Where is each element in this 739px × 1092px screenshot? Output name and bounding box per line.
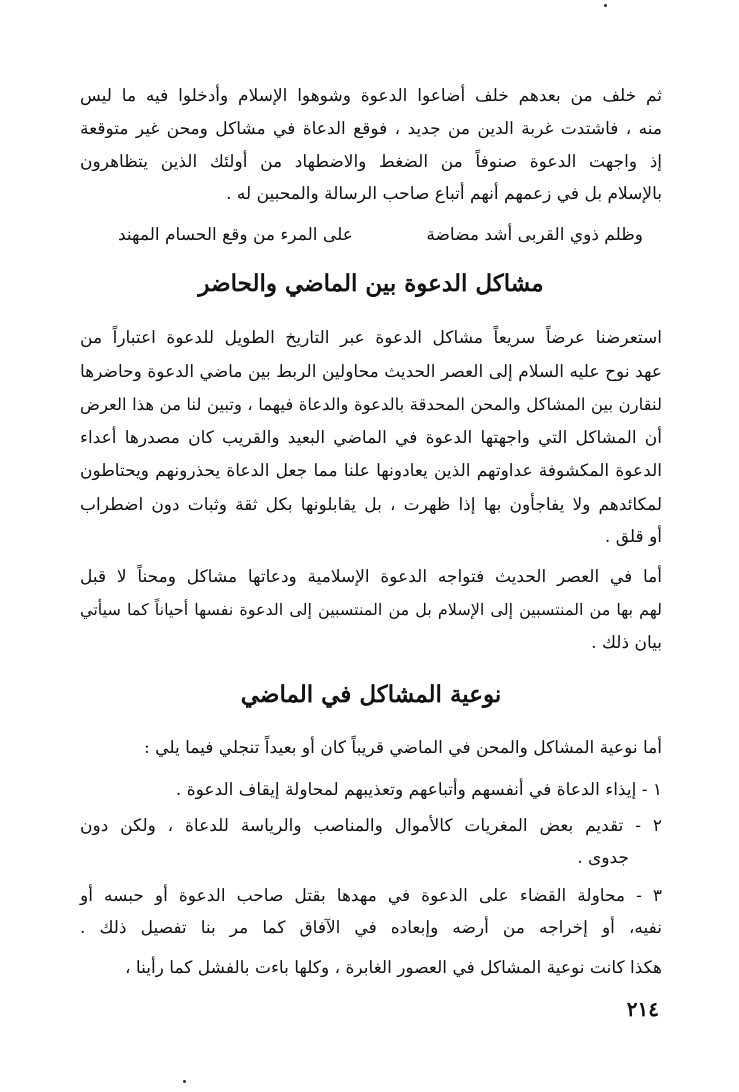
list-item-3-line-1: ٣ - محاولة القضاء على الدعوة في مهدها بقتل صاحب الدعوة أو حبسه أو — [80, 886, 662, 906]
intro-line-1: ثم خلف من بعدهم خلف أضاعوا الدعوة وشوهوا الإسلام وأدخلوا فيه ما ليس — [80, 86, 662, 106]
s1p2-line-2: لهم بها من المنتسبين إلى الإسلام بل من المنتسبين إلى الدعوة نفسها أحياناً كما سيأتي — [80, 600, 663, 619]
verse-first-hemistich: وظلم ذوي القربى أشد مضاضة — [426, 225, 643, 245]
scan-speck-top — [604, 4, 607, 7]
list-item-2-line-1: ٢ - تقديم بعض المغريات كالأموال والمناصب والرياسة للدعاة ، ولكن دون — [80, 816, 662, 836]
section-heading-types: نوعية المشاكل في الماضي — [240, 681, 502, 708]
list-item-3-line-2: نفيه، أو إخراجه من أرضه وإبعاده في الآفاق كما مر بنا تفصيل ذلك . — [80, 918, 662, 938]
list-item-1: ١ - إيذاء الدعاة في أنفسهم وأتباعهم وتعذيبهم لمحاولة إيقاف الدعوة . — [175, 780, 662, 800]
s1p2-line-1: أما في العصر الحديث فتواجه الدعوة الإسلامية ودعاتها مشاكل ومحناً لا قبل — [80, 567, 662, 587]
intro-line-4: بالإسلام بل في زعمهم أنهم أتباع صاحب الرسالة والمحبين له . — [226, 184, 662, 204]
s1p1-line-2: عهد نوح عليه السلام إلى العصر الحديث محاولين الربط بين ماضي الدعوة وحاضرها — [80, 362, 662, 382]
list-item-2-line-2: جدوى . — [577, 848, 629, 868]
s1p1-line-4: أن المشاكل التي واجهتها الدعوة في الماضي البعيد والقريب كان مصدرها أعداء — [80, 428, 662, 448]
s2-intro-line: أما نوعية المشاكل والمحن في الماضي قريباً كان أو بعيداً تنجلي فيما يلي : — [144, 738, 662, 758]
intro-line-3: إذ واجهت الدعوة صنوفاً من الضغط والاضطهاد من أولئك الذين يتظاهرون — [80, 152, 662, 172]
verse-second-hemistich: على المرء من وقع الحسام المهند — [118, 225, 353, 245]
s1p1-line-7: أو قلق . — [604, 527, 662, 547]
section-heading-problems: مشاكل الدعوة بين الماضي والحاضر — [198, 270, 544, 297]
s1p1-line-6: لمكائدهم ولا يفاجأون بها إذا ظهرت ، بل يقابلونها بكل ثقة وثبات دون اضطراب — [80, 495, 662, 515]
page-number: ٢١٤ — [626, 997, 659, 1021]
scan-speck-bottom — [183, 1080, 186, 1083]
intro-line-2: منه ، فاشتدت غربة الدين من جديد ، فوقع الدعاة في مشاكل ومحن غير متوقعة — [80, 119, 662, 139]
s1p2-line-3: بيان ذلك . — [591, 633, 662, 653]
s1p1-line-1: استعرضنا عرضاً سريعاً مشاكل الدعوة عبر التاريخ الطويل للدعوة اعتباراً من — [80, 328, 662, 348]
s1p1-line-3: لنقارن بين المشاكل والمحن المحدقة بالدعوة والدعاة فيهما ، وتبين لنا من هذا العرض — [80, 395, 662, 414]
s2-closing-line: هكذا كانت نوعية المشاكل في العصور الغابرة ، وكلها باءت بالفشل كما رأينا ، — [125, 958, 662, 978]
s1p1-line-5: الدعوة المكشوفة عداوتهم الذين يعادونها علنا مما جعل الدعاة يحذرونهم ويحتاطون — [80, 461, 662, 481]
